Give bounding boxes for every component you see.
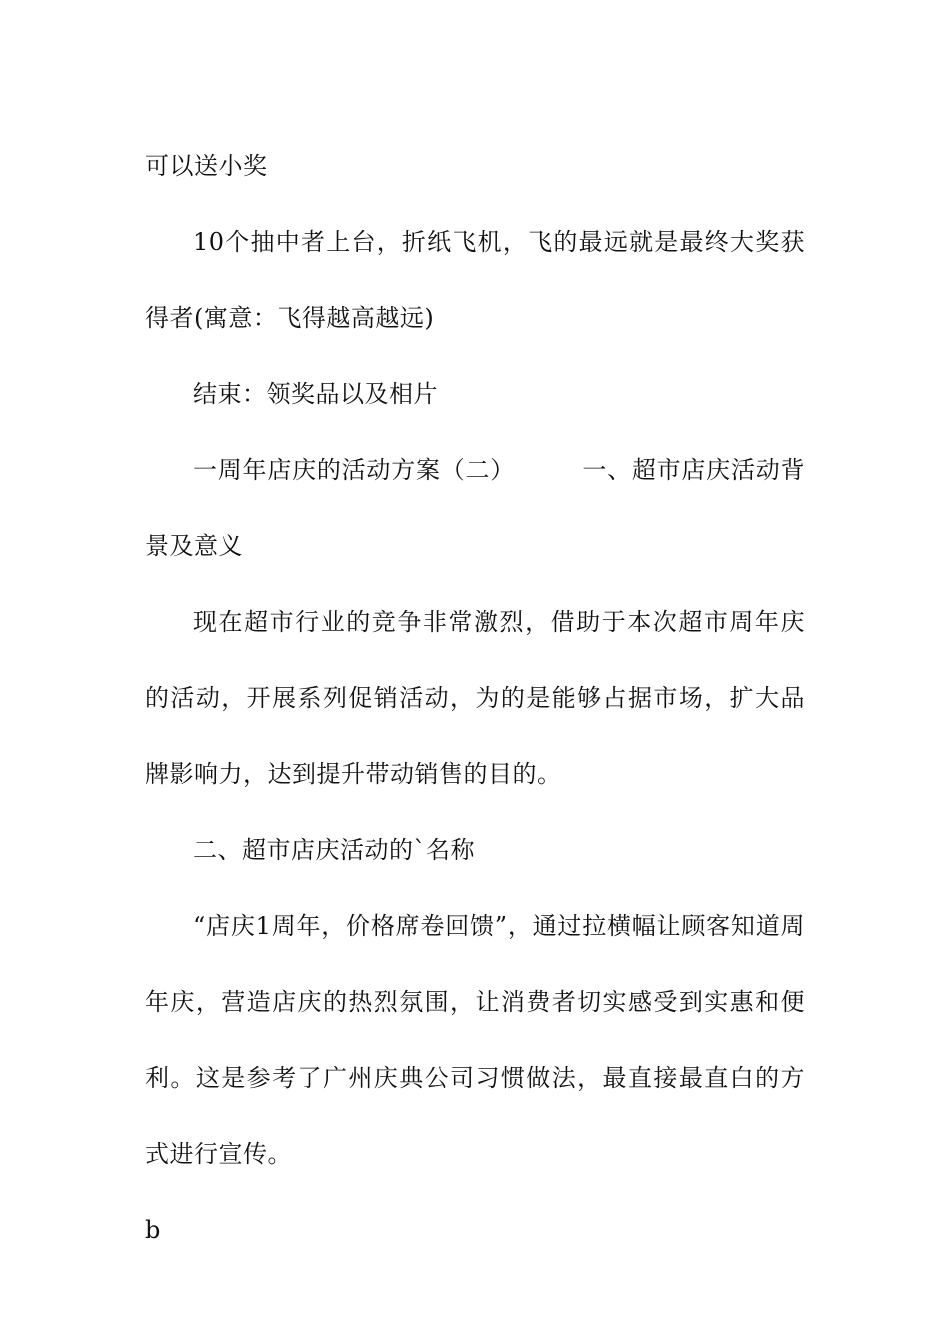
plan-two-title: 一周年店庆的活动方案（二）: [193, 456, 516, 484]
paragraph-section-two-heading: 二、超市店庆活动的`名称: [193, 836, 475, 864]
section-one-heading: 一、超市店庆活动背景及意义: [145, 456, 806, 560]
paragraph-stray-letter: b: [145, 1216, 161, 1244]
paragraph-prize-note: 可以送小奖: [145, 152, 268, 180]
paragraph-activity-name: “店庆1周年，价格席卷回馈”，通过拉横幅让顾客知道周年庆，营造店庆的热烈氛围，让消费者切实感受到实惠和便利。这是参考了广州庆典公司习惯做法，最直接最直白的方式进行宣传。: [145, 912, 805, 1168]
paragraph-plan-two-heading: [145, 432, 805, 584]
paragraph-ending: 结束：领奖品以及相片: [193, 380, 438, 408]
paragraph-background: 现在超市行业的竞争非常激烈，借助于本次超市周年庆的活动，开展系列促销活动，为的是能够占据市场，扩大品牌影响力，达到提升带动销售的目的。: [145, 608, 805, 788]
document-body: [145, 128, 805, 1268]
paragraph-paper-plane-game: 10个抽中者上台，折纸飞机，飞的最远就是最终大奖获得者(寓意：飞得越高越远): [145, 228, 805, 332]
